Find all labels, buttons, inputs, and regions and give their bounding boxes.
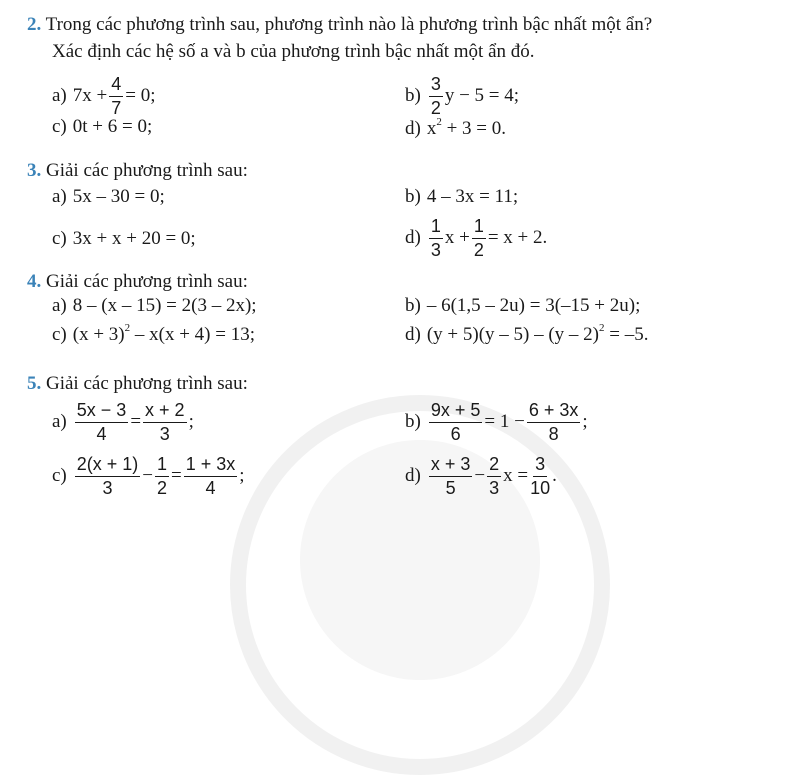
expr-text: x =	[503, 465, 529, 486]
expr-text: −	[142, 465, 154, 486]
fraction	[184, 455, 238, 498]
ex3-item-b	[405, 186, 518, 208]
fraction	[75, 401, 129, 444]
exercise-3-title	[27, 160, 248, 182]
exercise-4-text: Giải các phương trình sau:	[46, 271, 248, 292]
expr-text: −	[474, 465, 486, 486]
item-label: c)	[52, 116, 67, 137]
item-label: d)	[405, 118, 421, 139]
exponent: 2	[124, 322, 131, 334]
numerator: 1	[472, 217, 486, 239]
fraction	[143, 401, 187, 444]
fraction	[527, 401, 581, 444]
ex3-item-c	[52, 228, 196, 250]
fraction	[530, 455, 550, 498]
denominator: 4	[96, 423, 107, 444]
item-label: b)	[405, 411, 421, 432]
expr-text: 0t + 6 = 0;	[72, 116, 153, 137]
item-label: b)	[405, 85, 421, 106]
item-label: c)	[52, 324, 67, 345]
fraction	[429, 401, 483, 444]
expr-text: ;	[239, 465, 245, 486]
ex2-item-c	[52, 116, 152, 138]
expr-text: = –5.	[604, 324, 649, 345]
fraction	[109, 75, 123, 118]
item-label: a)	[52, 85, 67, 106]
item-label: d)	[405, 465, 421, 486]
item-label: b)	[405, 186, 421, 207]
expr-text: 3x + x + 20 = 0;	[72, 228, 196, 249]
expr-text: = x + 2.	[487, 227, 548, 248]
ex3-item-d	[405, 208, 547, 268]
denominator: 6	[450, 423, 461, 444]
exercise-4-number: 4.	[27, 271, 42, 292]
denominator: 7	[111, 97, 122, 118]
numerator: 1 + 3x	[184, 455, 238, 477]
expr-text: =	[171, 465, 182, 486]
exercise-2-number: 2.	[27, 14, 42, 35]
ex4-item-c	[52, 322, 255, 346]
numerator: 3	[429, 75, 443, 97]
item-label: b)	[405, 295, 421, 316]
numerator: x + 3	[429, 455, 473, 477]
expr-text: x	[426, 118, 437, 139]
fraction	[487, 455, 501, 498]
ex4-item-b	[405, 295, 640, 317]
exercise-4-title	[27, 271, 248, 293]
exercise-3-number: 3.	[27, 160, 42, 181]
ex5-item-c	[52, 446, 245, 506]
ex2-item-d	[405, 116, 506, 140]
denominator: 10	[530, 477, 551, 498]
ex4-item-d	[405, 322, 648, 346]
item-label: a)	[52, 411, 67, 432]
numerator: 6 + 3x	[527, 401, 581, 423]
expr-text: + 3 = 0.	[441, 118, 507, 139]
expr-text: – 6(1,5 – 2u) = 3(–15 + 2u);	[426, 295, 641, 316]
fraction	[472, 217, 486, 260]
expr-text: = 0;	[125, 85, 156, 106]
item-label: d)	[405, 324, 421, 345]
denominator: 5	[445, 477, 456, 498]
numerator: 1	[429, 217, 443, 239]
denominator: 3	[430, 239, 441, 260]
denominator: 3	[489, 477, 500, 498]
expr-text: x +	[444, 227, 470, 248]
fraction	[155, 455, 169, 498]
denominator: 2	[157, 477, 168, 498]
numerator: 5x − 3	[75, 401, 129, 423]
numerator: x + 2	[143, 401, 187, 423]
item-label: d)	[405, 227, 421, 248]
expr-text: 8 – (x – 15) = 2(3 – 2x);	[72, 295, 257, 316]
expr-text: (x + 3)	[72, 324, 125, 345]
expr-text: 5x – 30 = 0;	[72, 186, 165, 207]
item-label: c)	[52, 465, 67, 486]
item-label: a)	[52, 295, 67, 316]
numerator: 1	[155, 455, 169, 477]
denominator: 3	[159, 423, 170, 444]
numerator: 3	[533, 455, 547, 477]
numerator: 2	[487, 455, 501, 477]
expr-text: = 1 −	[484, 411, 525, 432]
ex3-item-a	[52, 186, 165, 208]
fraction	[429, 75, 443, 118]
denominator: 4	[205, 477, 216, 498]
denominator: 8	[548, 423, 559, 444]
expr-text: ;	[582, 411, 588, 432]
expr-text: 4 – 3x = 11;	[426, 186, 519, 207]
denominator: 2	[473, 239, 484, 260]
ex5-item-d	[405, 446, 557, 506]
expr-text: .	[552, 465, 557, 486]
exponent: 2	[436, 116, 442, 128]
expr-text: =	[130, 411, 142, 432]
expr-text: ;	[188, 411, 194, 432]
expr-text: 7x +	[72, 85, 108, 106]
fraction	[75, 455, 141, 498]
exercise-2-line2: Xác định các hệ số a và b của phương trình bậc nhất một ẩn đó.	[52, 41, 535, 62]
numerator: 4	[109, 75, 123, 97]
exercise-5-text: Giải các phương trình sau:	[46, 373, 248, 394]
denominator: 3	[102, 477, 113, 498]
ex4-item-a	[52, 295, 257, 317]
ex5-item-b	[405, 392, 588, 452]
item-label: c)	[52, 228, 67, 249]
exponent: 2	[599, 322, 605, 334]
item-label: a)	[52, 186, 67, 207]
exercise-2-line1: Trong các phương trình sau, phương trình nào là phương trình bậc nhất một ẩn?	[45, 14, 653, 35]
expr-text: (y + 5)(y – 5) – (y – 2)	[426, 324, 600, 345]
fraction	[429, 217, 443, 260]
exercise-2-title	[27, 14, 652, 36]
denominator: 2	[430, 97, 441, 118]
fraction	[429, 455, 473, 498]
numerator: 9x + 5	[429, 401, 483, 423]
expr-text: y − 5 = 4;	[444, 85, 520, 106]
ex5-item-a	[52, 392, 194, 452]
exercise-5-number: 5.	[27, 373, 42, 394]
expr-text: – x(x + 4) = 13;	[130, 324, 256, 345]
numerator: 2(x + 1)	[75, 455, 141, 477]
exercise-3-text: Giải các phương trình sau:	[46, 160, 248, 181]
